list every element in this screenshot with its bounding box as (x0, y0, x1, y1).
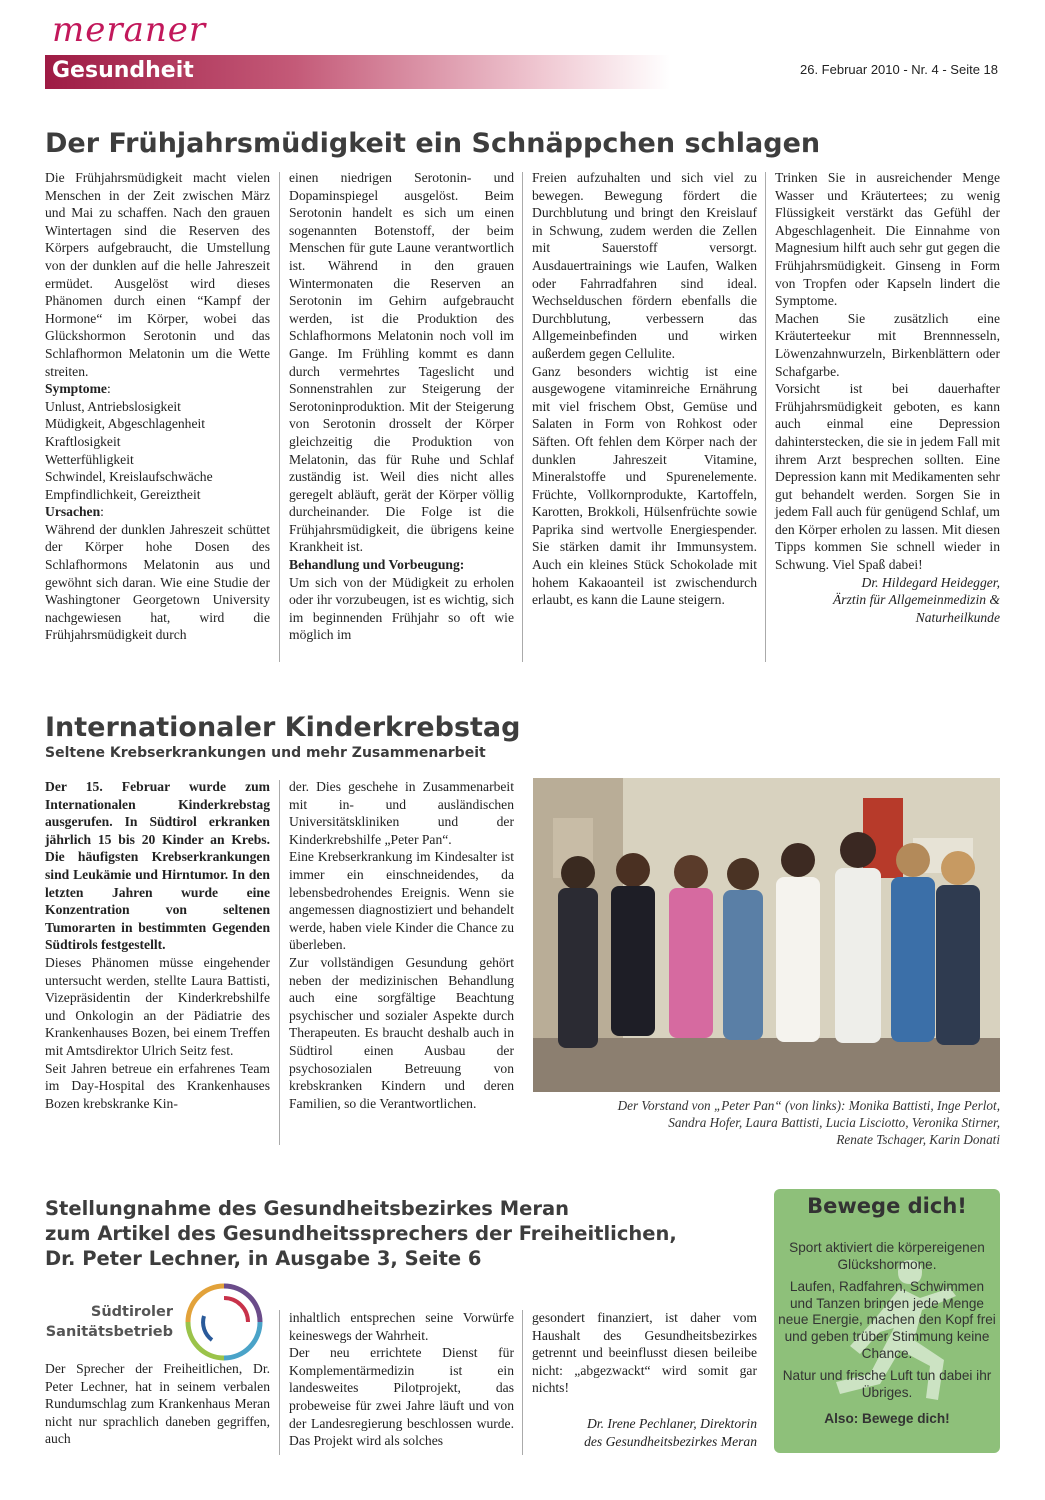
article1-paragraph: Um sich von der Müdigkeit zu erholen oder ihr vorzubeugen, ist es wichtig, sich im beginnenden Frühjahr so oft wie möglich im (289, 574, 514, 643)
article3-title: Stellungnahme des Gesundheitsbezirkes Meran zum Artikel des Gesundheitssprechers der Freiheitlichen, Dr. Peter Lechner, in Ausgabe 3, Seite 6 (45, 1197, 677, 1270)
article1-paragraph: einen niedrigen Serotonin- und Dopaminspiegel ausgelöst. Beim Serotonin handelt es sich um einen sogenannten Botenstoff, der beim Menschen für gute Laune verantwortlich ist. Während in den grauen Wintermonaten die Reserven an Serotonin im Gehirn aufgebraucht werden, ist die Produktion des Schlafhormons Melatonin noch voll im Gange. Im Frühling kommt es dann durch vermehrtes Tageslicht und Sonnenstrahlen zur Steigerung der Serotoninproduktion. Mit der Steigerung von Serotonin drosselt der Körper gleichzeitig die Produktion von Melatonin, das für Ruhe und Schlaf zuständig ist. Weil dies nicht alles geregelt abläuft, gerät der Körper völlig durcheinander. Die Folge ist die Frühjahrsmüdigkeit, die übrigens keine Krankheit ist. (289, 170, 514, 555)
box-paragraph: Sport aktiviert die körpereigenen Glückshormone. (789, 1240, 985, 1272)
article1-paragraph: Während der dunklen Jahreszeit schüttet der Körper hohe Dosen des Schlafhormons Melatonin aus und gewöhnt sich daran. Wie eine Studie der Washingtoner Georgetown University nachgewiesen hat, wird die Frühjahrsmüdigkeit durch (45, 521, 270, 643)
article1-col2 (289, 169, 514, 644)
article3-signature: Dr. Irene Pechlaner, Direktorin des Gesundheitsbezirkes Meran (584, 1415, 757, 1449)
article3-paragraph: gesondert finanziert, ist daher vom Haushalt des Gesundheitsbezirkes getrennt und beeinflusst diesen beileibe nicht: „abgezwackt“ wird somit gar nichts! (532, 1310, 757, 1396)
box-body (777, 1240, 997, 1434)
article1-paragraph: Machen Sie zusätzlich eine Kräuterteekur mit Brennnesseln, Löwenzahnwurzeln, Birkenblättern oder Schafgarbe. (775, 310, 1000, 379)
article2-paragraph: der. Dies geschehe in Zusammenarbeit mit in- und ausländischen Universitätskliniken und der Kinderkrebshilfe „Peter Pan“. (289, 779, 514, 847)
article3-col3 (532, 1309, 757, 1450)
article2-lead: Der 15. Februar wurde zum Internationalen Kinderkrebstag ausgerufen. In Südtirol erkranken jährlich 15 bis 20 Kinder an Krebs. Die häufigsten Krebserkrankungen sind Leukämie und Hirntumor. In den letzten Jahren wurde eine Konzentration von seltenen Tumorarten in bestimmten Gegenden Südtirols festgestellt. (45, 779, 270, 953)
group-photo-illustration (533, 778, 1000, 1092)
masthead-logo: meraner (52, 10, 207, 50)
photo-caption: Der Vorstand von „Peter Pan“ (von links): Monika Battisti, Inge Perlot, Sandra Hofer, Laura Battisti, Lucia Lisciotto, Veronika Stirner, Renate Tschager, Karin Donati (617, 1098, 1000, 1147)
article3-paragraph: inhaltlich entsprechen seine Vorwürfe keineswegs der Wahrheit. (289, 1310, 514, 1343)
article3-col1 (45, 1360, 270, 1448)
article2-paragraph: Eine Krebserkrankung im Kindesalter ist immer ein einschneidendes, da lebensbedrohendes Ereignis. Wenn sie angemessen diagnostiziert und behandelt werde, haben viele Kinder die Chance zu überleben. (289, 849, 514, 953)
article1-paragraph: Freien aufzuhalten und sich viel zu bewegen. Bewegung fördert die Durchblutung und bringt den Kreislauf in Schwung, zudem werden die Zellen mit Sauerstoff versorgt. Ausdauertrainings wie Laufen, Walken oder Fahrradfahren sind ideal. Wechselduschen fördern ebenfalls die Durchblutung, verbessern das Allgemeinbefinden und wirken außerdem gegen Cellulite. (532, 170, 757, 361)
column-rule (279, 172, 280, 662)
box-paragraph: Laufen, Radfahren, Schwimmen und Tanzen bringen jede Menge neue Energie, machen den Kopf frei und geben trüber Stimmung keine Chance. (778, 1279, 996, 1361)
sanitaetsbetrieb-logo-icon (182, 1280, 266, 1364)
article1-signature: Dr. Hildegard Heidegger, Ärztin für Allgemeinmedizin & Naturheilkunde (832, 574, 1000, 625)
article1-paragraph: Die Frühjahrsmüdigkeit macht vielen Menschen in der Zeit zwischen März und Mai zu schaffen. Nach den grauen Wintertagen sind die Reserven des Körpers aufgebraucht, die Umstellung von der dunklen auf die helle Jahreszeit ermüdet. Ausgelöst wird dieses Phänomen durch einen “Kampf der Hormone“ im Körper, wobei das Glückshormon Serotonin und das Schlafhormon Melatonin um die Wette streiten. (45, 170, 270, 379)
behandlung-label: Behandlung und Vorbeugung: (289, 557, 465, 573)
box-callout: Also: Bewege dich! (824, 1411, 950, 1427)
article2-paragraph: Seit Jahren betreue ein erfahrenes Team im Day-Hospital des Krankenhauses Bozen krebskranke Kin- (45, 1060, 270, 1111)
article3-paragraph: Der Sprecher der Freiheitlichen, Dr. Peter Lechner, hat in seinem verbalen Rundumschlag zum Krankenhaus Meran nicht nur sprachlich daneben gegriffen, auch (45, 1361, 270, 1447)
logo-text: Südtiroler Sanitätsbetrieb (45, 1304, 173, 1340)
column-rule (765, 172, 766, 662)
article2-paragraph: Dieses Phänomen müsse eingehender untersucht werden, stellte Laura Battisti, Vizepräsidentin der Kinderkrebshilfe und Onkologin an der Pädiatrie des Krankenhauses Bozen, bei einem Treffen mit Amtsdirektor Ulrich Seitz fest. (45, 954, 270, 1058)
article2-title: Internationaler Kinderkrebstag (45, 712, 521, 743)
article1-col4 (775, 169, 1000, 626)
article2-paragraph: Zur vollständigen Gesundung gehört neben der medizinischen Behandlung auch eine sorgfältige Beachtung psychischer und sozialer Aspekte durch Therapeuten. Es braucht deshalb auch in Südtirol einen Ausbau der psychosozialen Betreuung von krebskranken Kindern und deren Familien, so die Verantwortlichen. (289, 954, 514, 1111)
column-rule (279, 780, 280, 1145)
article1-col3 (532, 169, 757, 609)
column-rule (522, 1310, 523, 1455)
article1-paragraph: Vorsicht ist bei dauerhafter Frühjahrsmüdigkeit geboten, es kann auch einmal eine Depression dahinterstecken, die sie in jedem Fall mit ihrem Arzt besprechen sollten. Eine Depression kann mit Medikamenten sehr gut behandelt werden. Sorgen Sie in jedem Fall auch für genügend Schlaf, um den Körper erholen zu lassen. Mit diesen Tipps kommen Sie schnell wieder in Schwung. Viel Spaß dabei! (775, 381, 1000, 573)
column-rule (279, 1310, 280, 1455)
box-title: Bewege dich! (807, 1194, 967, 1218)
article3-col2 (289, 1309, 514, 1450)
section-label: Gesundheit (52, 58, 194, 83)
column-rule (522, 172, 523, 662)
article1-title: Der Frühjahrsmüdigkeit ein Schnäppchen schlagen (45, 128, 821, 159)
group-photo (533, 778, 1000, 1092)
ursachen-label: Ursachen (45, 504, 101, 520)
symptome-list: Unlust, Antriebslosigkeit Müdigkeit, Abgeschlagenheit Kraftlosigkeit Wetterfühligkeit Schwindel, Kreislaufschwäche Empfindlichkeit, Gereiztheit (45, 398, 213, 502)
issue-info: 26. Februar 2010 - Nr. 4 - Seite 18 (800, 62, 998, 77)
article1-paragraph: Trinken Sie in ausreichender Menge Wasser und Kräutertees; zu wenig Flüssigkeit verstärkt das Gefühl der Abgeschlagenheit. Die Einnahme von Magnesium hilft auch sehr gut gegen die Frühjahrsmüdigkeit. Ginseng in Form von Tropfen oder Kapseln lindert die Symptome. (775, 170, 1000, 309)
symptome-label: Symptome (45, 381, 107, 397)
article2-col2 (289, 778, 514, 1112)
article2-col1 (45, 778, 270, 1112)
article3-paragraph: Der neu errichtete Dienst für Komplementärmedizin ist ein landesweites Pilotprojekt, das probeweise für zwei Jahre läuft und von der Landesregierung beschlossen wurde. Das Projekt wird als solches (289, 1345, 514, 1449)
article2-subtitle: Seltene Krebserkrankungen und mehr Zusammenarbeit (45, 745, 486, 761)
box-paragraph: Natur und frische Luft tun dabei ihr Übriges. (782, 1368, 992, 1400)
article1-paragraph: Ganz besonders wichtig ist eine ausgewogene vitaminreiche Ernährung mit viel frischem Obst, Gemüse und Salaten in Form von Rohkost oder Säften. Oft fehlen dem Körper nach der dunklen Jahreszeit Vitamine, Mineralstoffe und Spurenelemente. Früchte, Vollkornprodukte, Kartoffeln, Karotten, Brokkoli, Hülsenfrüchte sowie Paprika sind wertvolle Energiespender. Sie stärken damit ihr Immunsystem. Auch ein kleines Stück Schokolade mit hohem Kakaoanteil ist zwischendurch erlaubt, es kann die Laune steigern. (532, 363, 757, 608)
article1-col1: Die Frühjahrsmüdigkeit macht vielen Menschen in der Zeit zwischen März und Mai zu schaffen. Nach den grauen Wintertagen sind die Reserven des Körpers aufgebraucht, die Umstellung von der dunklen auf die helle Jahreszeit ermüdet. Ausgelöst wird dieses Phänomen durch einen “Kampf der Hormone“ im Körper, wobei das Glückshormon Serotonin und das Schlafhormon Melatonin um die Wette streiten. Symptome: Unlust, Antriebslosigkeit Müdigkeit, Abgeschlagenheit Kraftlosigkeit Wetterfühligkeit Schwindel, Kreislaufschwäche Empfindlichkeit, Gereiztheit Ursachen: Während der dunklen Jahreszeit schüttet der Körper hohe Dosen des Schlafhormons Melatonin aus und gewöhnt sich daran. Wie eine Studie der Washingtoner Georgetown University nachgewiesen hat, wird die Frühjahrsmüdigkeit durch (45, 170, 270, 643)
